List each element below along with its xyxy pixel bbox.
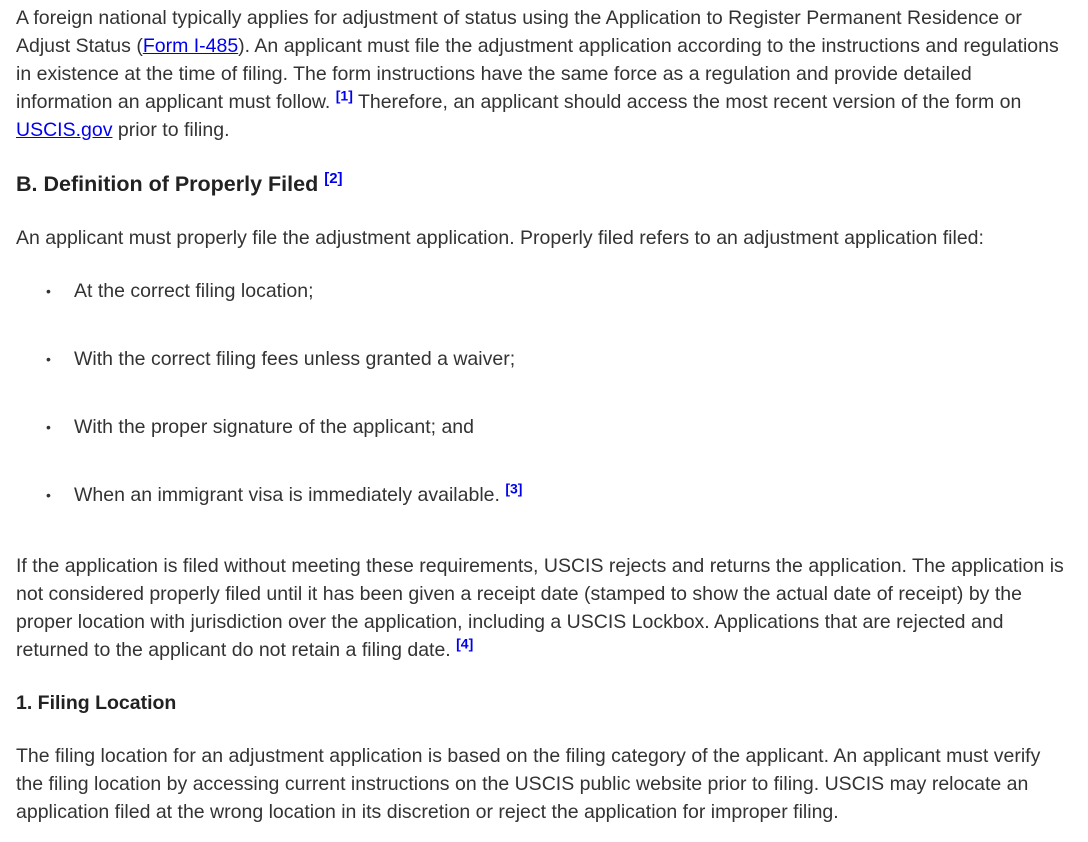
footnote-4-marker[interactable]: [456, 635, 473, 651]
footnote-2-marker[interactable]: [324, 170, 342, 187]
footnote-3-marker[interactable]: [505, 480, 522, 496]
footnote-1-link[interactable]: [1]: [335, 87, 353, 104]
bullet-icon: •: [46, 419, 51, 435]
form-i485-link[interactable]: Form I-485: [142, 35, 239, 57]
list-item: [16, 481, 1072, 509]
requirements-list: [16, 277, 1072, 509]
list-item-text: With the proper signature of the applicant; and: [74, 416, 474, 438]
section-b-intro: An applicant must properly file the adjustment application. Properly filed refers to an adjustment application filed:: [16, 227, 984, 249]
section-b-title: B. Definition of Properly Filed: [16, 172, 319, 196]
intro-paragraph: [16, 4, 1072, 144]
list-item-text: With the correct filing fees unless granted a waiver;: [74, 348, 516, 370]
uscis-gov-link[interactable]: USCIS.gov: [16, 119, 113, 141]
section-b-heading: [16, 170, 1072, 198]
intro-text-part2: ). An applicant must file the adjustment application according to the instructions and regulations in existence at the time of filing. The form instructions have the same force as a regulation and provide detailed information an applicant must follow.: [16, 35, 1059, 113]
bullet-icon: •: [46, 351, 51, 367]
list-item-text: When an immigrant visa is immediately available.: [74, 484, 500, 506]
list-item-text: At the correct filing location;: [74, 280, 314, 302]
bullet-icon: •: [46, 283, 51, 299]
footnote-2-link[interactable]: [2]: [324, 169, 343, 187]
rejection-text: If the application is filed without meeting these requirements, USCIS rejects and returns the application. The application is not considered properly filed until it has been given a receipt date (stamped to show the actual date of receipt) by the proper location with jurisdiction over the application, including a USCIS Lockbox. Applications that are rejected and returned to the applicant do not retain a filing date.: [16, 555, 1064, 661]
footnote-4-link[interactable]: [4]: [456, 635, 474, 652]
list-item: [16, 277, 1072, 305]
filing-location-paragraph: The filing location for an adjustment application is based on the filing category of the applicant. An applicant must verify the filing location by accessing current instructions on the USCIS public website prior to filing. USCIS may relocate an application filed at the wrong location in its discretion or reject the application for improper filing.: [16, 745, 1041, 823]
filing-location-heading: 1. Filing Location: [16, 692, 177, 714]
intro-text-part1: A foreign national typically applies for adjustment of status using the Application to Register Permanent Residence or Adjust Status (: [16, 7, 1022, 57]
list-item: [16, 345, 1072, 373]
intro-text-part3: Therefore, an applicant should access the most recent version of the form on: [352, 91, 1022, 113]
list-item: [16, 413, 1072, 441]
footnote-1-marker[interactable]: [336, 87, 353, 103]
footnote-3-link[interactable]: [3]: [505, 480, 523, 497]
bullet-icon: •: [46, 487, 51, 503]
intro-text-part4: prior to filing.: [112, 119, 230, 141]
rejection-paragraph: [16, 552, 1072, 664]
